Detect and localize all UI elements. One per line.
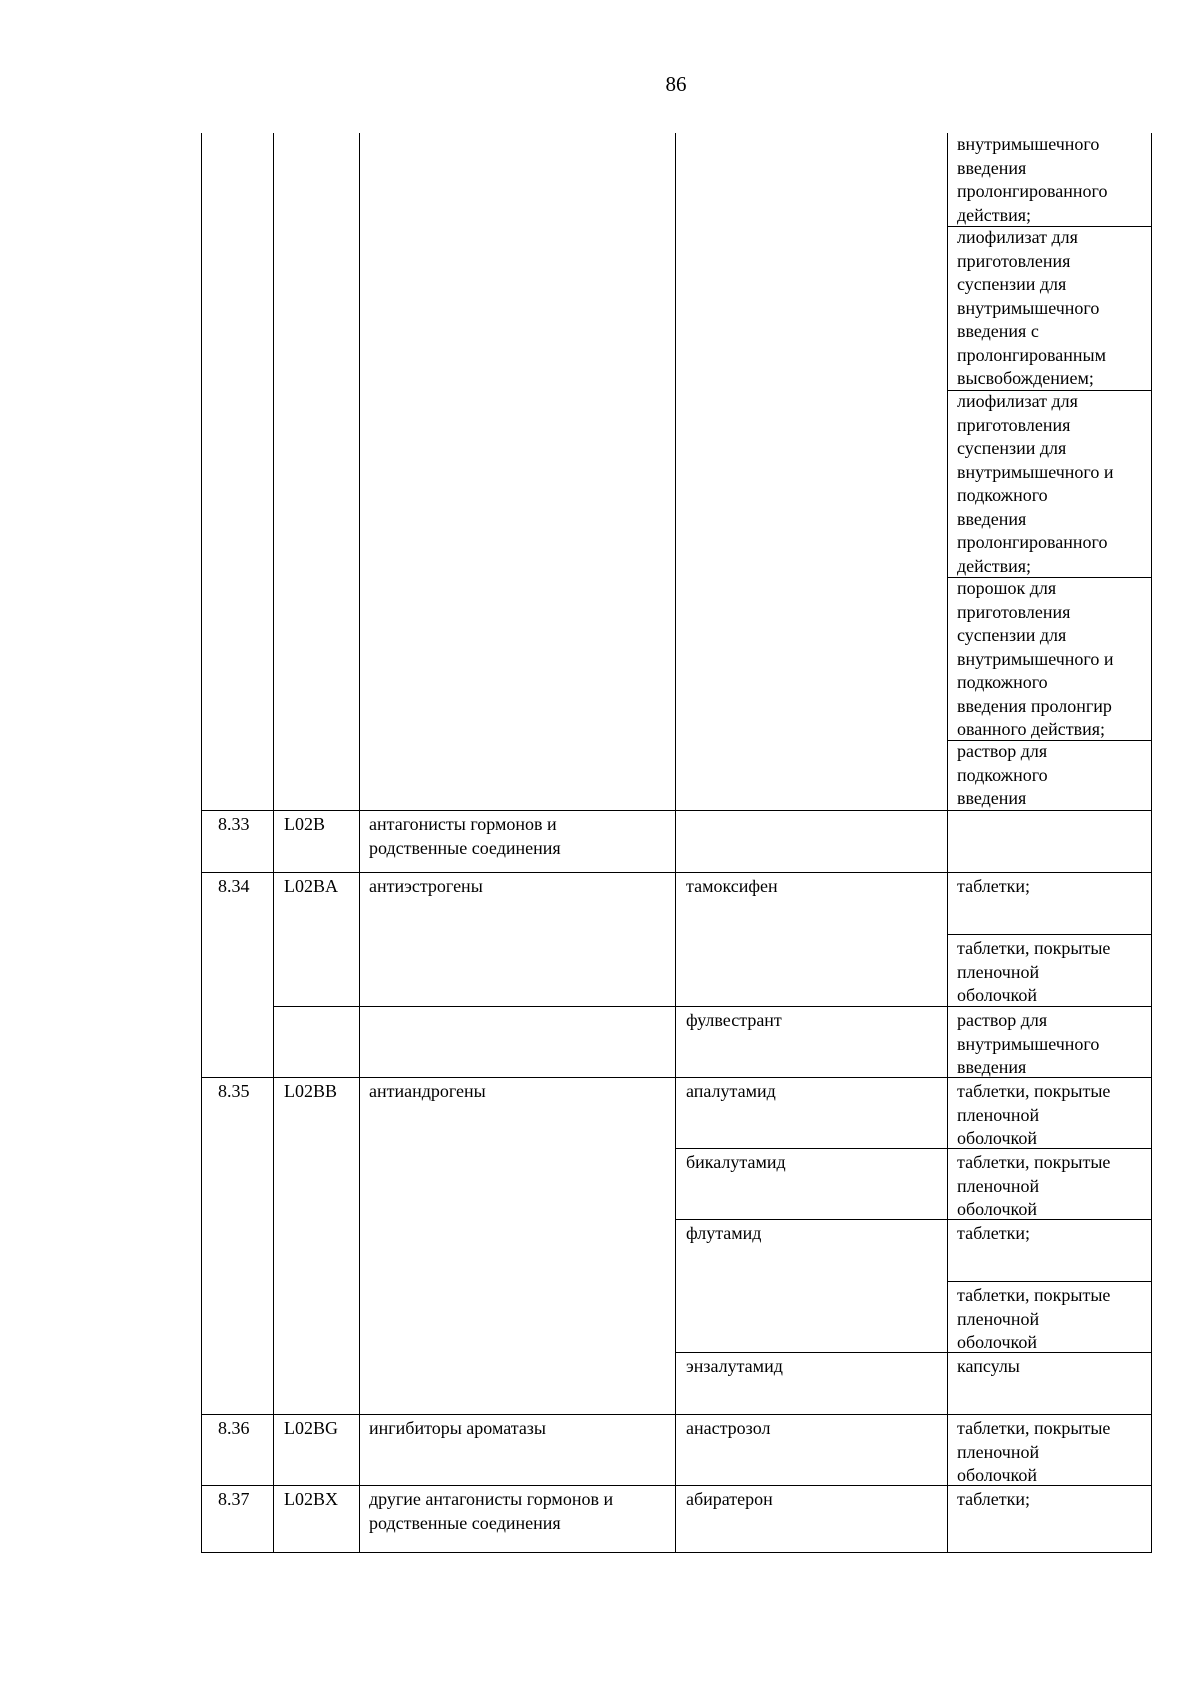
row-number: 8.35 bbox=[218, 1081, 250, 1101]
dosage-form-cell: таблетки, покрытые пленочной оболочкой bbox=[957, 938, 1111, 1005]
table-line bbox=[675, 133, 676, 1553]
table-line bbox=[947, 133, 948, 1553]
row-number: 8.37 bbox=[218, 1489, 250, 1509]
drug-name: бикалутамид bbox=[686, 1152, 786, 1172]
row-number: 8.33 bbox=[218, 814, 250, 834]
drug-name: флутамид bbox=[686, 1223, 762, 1243]
dosage-form-cell: таблетки; bbox=[957, 876, 1031, 896]
row-number: 8.36 bbox=[218, 1418, 250, 1438]
group-name: другие антагонисты гормонов и родственные соединения bbox=[369, 1489, 614, 1533]
table-line bbox=[201, 1552, 1152, 1553]
table-line bbox=[1151, 133, 1152, 1553]
table-line bbox=[947, 1281, 1152, 1282]
dosage-form-cell: таблетки, покрытые пленочной оболочкой bbox=[957, 1081, 1111, 1148]
dosage-form-cell: таблетки; bbox=[957, 1489, 1031, 1509]
row-number: 8.34 bbox=[218, 876, 250, 896]
dosage-form-cell: капсулы bbox=[957, 1356, 1020, 1376]
dosage-form-cell: таблетки, покрытые пленочной оболочкой bbox=[957, 1152, 1111, 1219]
table-line bbox=[359, 133, 360, 1553]
drug-name: энзалутамид bbox=[686, 1356, 783, 1376]
atc-code: L02BG bbox=[284, 1418, 338, 1438]
dosage-form-cell: порошок для приготовления суспензии для внутримышечного и подкожного введения пролонгир ованного действия; bbox=[957, 578, 1114, 739]
drug-name: апалутамид bbox=[686, 1081, 776, 1101]
table-line bbox=[201, 1414, 1152, 1415]
table-line bbox=[273, 133, 274, 1553]
page-number: 86 bbox=[665, 72, 687, 96]
atc-code: L02BX bbox=[284, 1489, 338, 1509]
drug-name: абиратерон bbox=[686, 1489, 773, 1509]
atc-code: L02B bbox=[284, 814, 326, 834]
drug-name: анастрозол bbox=[686, 1418, 771, 1438]
dosage-form-cell: лиофилизат для приготовления суспензии для внутримышечного и подкожного введения пролонгированного действия; bbox=[957, 391, 1114, 576]
drug-name: тамоксифен bbox=[686, 876, 778, 896]
group-name: антагонисты гормонов и родственные соединения bbox=[369, 814, 561, 858]
dosage-form-cell: раствор для подкожного введения bbox=[957, 741, 1048, 808]
dosage-form-cell: лиофилизат для приготовления суспензии для внутримышечного введения с пролонгированным высвобождением; bbox=[957, 227, 1107, 388]
dosage-form-cell: внутримышечного введения пролонгированного действия; bbox=[957, 134, 1108, 225]
atc-code: L02BA bbox=[284, 876, 338, 896]
group-name: антиандрогены bbox=[369, 1081, 486, 1101]
dosage-form-cell: таблетки, покрытые пленочной оболочкой bbox=[957, 1418, 1111, 1485]
table-line bbox=[947, 934, 1152, 935]
dosage-form-cell: раствор для внутримышечного введения bbox=[957, 1010, 1100, 1077]
dosage-form-cell: таблетки; bbox=[957, 1223, 1031, 1243]
group-name: антиэстрогены bbox=[369, 876, 483, 896]
dosage-form-cell: таблетки, покрытые пленочной оболочкой bbox=[957, 1285, 1111, 1352]
drug-name: фулвестрант bbox=[686, 1010, 782, 1030]
table-line bbox=[201, 872, 1152, 873]
group-name: ингибиторы ароматазы bbox=[369, 1418, 547, 1438]
atc-code: L02BB bbox=[284, 1081, 338, 1101]
table-line bbox=[201, 133, 202, 1553]
drug-table bbox=[201, 133, 1152, 1553]
